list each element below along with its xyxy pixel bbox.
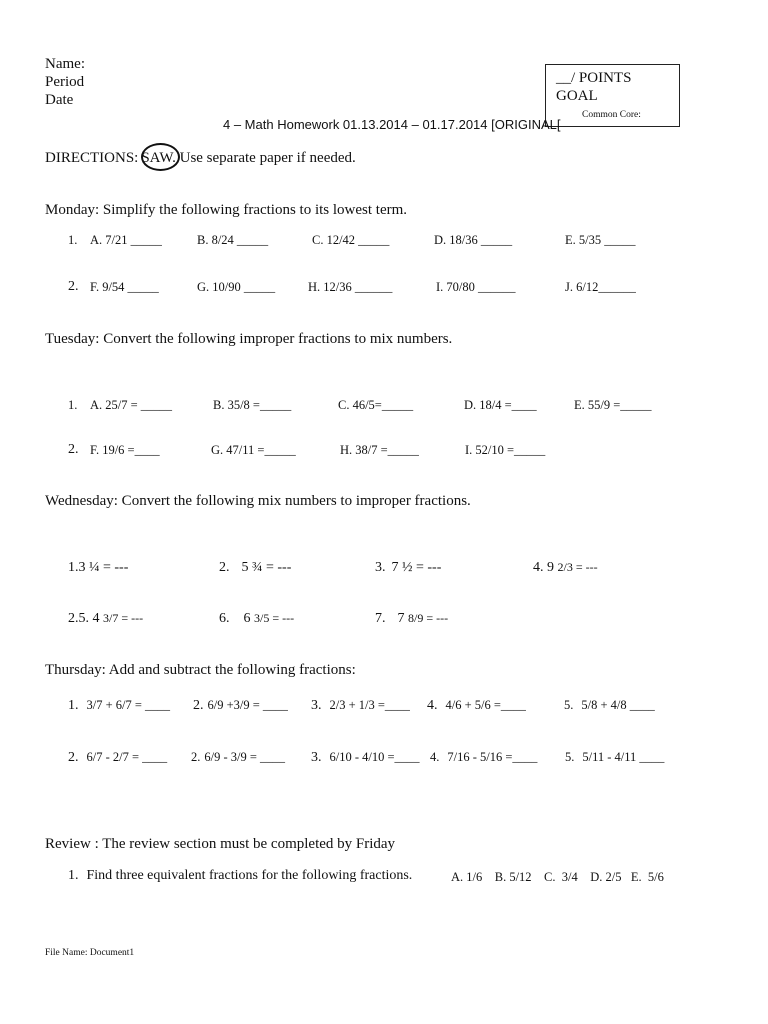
page-title: 4 – Math Homework 01.13.2014 – 01.17.2014 [ORIGINAL[ (223, 117, 561, 132)
thursday-item: 4. 4/6 + 5/6 =____ (427, 698, 526, 713)
thursday-heading: Thursday: Add and subtract the following fractions: (45, 662, 356, 678)
tuesday-item: H. 38/7 =_____ (340, 443, 419, 457)
monday-item: J. 6/12______ (565, 280, 636, 294)
period-label: Period (45, 74, 85, 90)
tuesday-row1-num: 1. (68, 398, 78, 412)
tuesday-item: F. 19/6 =____ (90, 443, 160, 457)
tuesday-row2-num: 2. (68, 442, 79, 457)
directions-suffix: . Use separate paper if needed. (172, 150, 356, 166)
goal-label: GOAL (556, 88, 598, 104)
thursday-item: 3. 2/3 + 1/3 =____ (311, 698, 410, 713)
monday-item: A. 7/21 _____ (90, 233, 162, 247)
thursday-item: 4. 7/16 - 5/16 =____ (430, 750, 538, 764)
thursday-item: 2. 6/9 +3/9 = ____ (193, 698, 288, 713)
wednesday-item: 6. 6 3/5 = --- (219, 611, 295, 626)
tuesday-item: I. 52/10 =_____ (465, 443, 546, 457)
review-values: A. 1/6 B. 5/12 C. 3/4 D. 2/5 E. 5/6 (451, 870, 664, 884)
wednesday-item: 1.3 ¼ = --- (68, 560, 129, 575)
directions-prefix: DIRECTIONS: (45, 150, 139, 166)
review-heading: Review : The review section must be completed by Friday (45, 836, 396, 852)
name-label: Name: (45, 56, 85, 72)
tuesday-item: A. 25/7 = _____ (90, 398, 173, 412)
wednesday-item: 3. 7 ½ = --- (375, 560, 442, 575)
tuesday-item: B. 35/8 =_____ (213, 398, 292, 412)
directions-text (45, 150, 356, 167)
monday-item: C. 12/42 _____ (312, 233, 390, 247)
tuesday-heading: Tuesday: Convert the following improper fractions to mix numbers. (45, 331, 453, 347)
common-core-label: Common Core: (582, 110, 641, 120)
wednesday-item: 4. 9 2/3 = --- (533, 560, 598, 575)
thursday-item: 5. 5/11 - 4/11 ____ (565, 750, 665, 764)
monday-item: G. 10/90 _____ (197, 280, 276, 294)
monday-item: B. 8/24 _____ (197, 233, 269, 247)
saw-text: SAW (141, 150, 173, 166)
thursday-item: 1. 3/7 + 6/7 = ____ (68, 698, 171, 713)
file-name-footer: File Name: Document1 (45, 948, 135, 958)
wednesday-item: 2.5. 4 3/7 = --- (68, 611, 144, 626)
thursday-item: 5. 5/8 + 4/8 ____ (564, 698, 655, 712)
monday-row1-num: 1. (68, 233, 78, 247)
thursday-item: 2. 6/9 - 3/9 = ____ (191, 750, 286, 764)
monday-item: D. 18/36 _____ (434, 233, 513, 247)
points-box (545, 64, 680, 127)
monday-item: F. 9/54 _____ (90, 280, 159, 294)
monday-item: H. 12/36 ______ (308, 280, 393, 294)
thursday-item: 3. 6/10 - 4/10 =____ (311, 750, 420, 765)
wednesday-heading: Wednesday: Convert the following mix numbers to improper fractions. (45, 493, 471, 509)
monday-heading: Monday: Simplify the following fractions to its lowest term. (45, 202, 408, 218)
tuesday-item: E. 55/9 =_____ (574, 398, 652, 412)
date-label: Date (45, 92, 74, 108)
points-label: __/ POINTS (556, 70, 632, 86)
monday-item: I. 70/80 ______ (436, 280, 516, 294)
saw-circle (141, 143, 180, 171)
monday-row2-num: 2. (68, 279, 79, 294)
tuesday-item: G. 47/11 =_____ (211, 443, 296, 457)
thursday-item: 2. 6/7 - 2/7 = ____ (68, 750, 168, 765)
review-item: 1. Find three equivalent fractions for the following fractions. (68, 868, 413, 883)
monday-item: E. 5/35 _____ (565, 233, 636, 247)
wednesday-item: 2. 5 ¾ = --- (219, 560, 292, 575)
tuesday-item: C. 46/5=_____ (338, 398, 414, 412)
wednesday-item: 7. 7 8/9 = --- (375, 611, 449, 626)
tuesday-item: D. 18/4 =____ (464, 398, 537, 412)
